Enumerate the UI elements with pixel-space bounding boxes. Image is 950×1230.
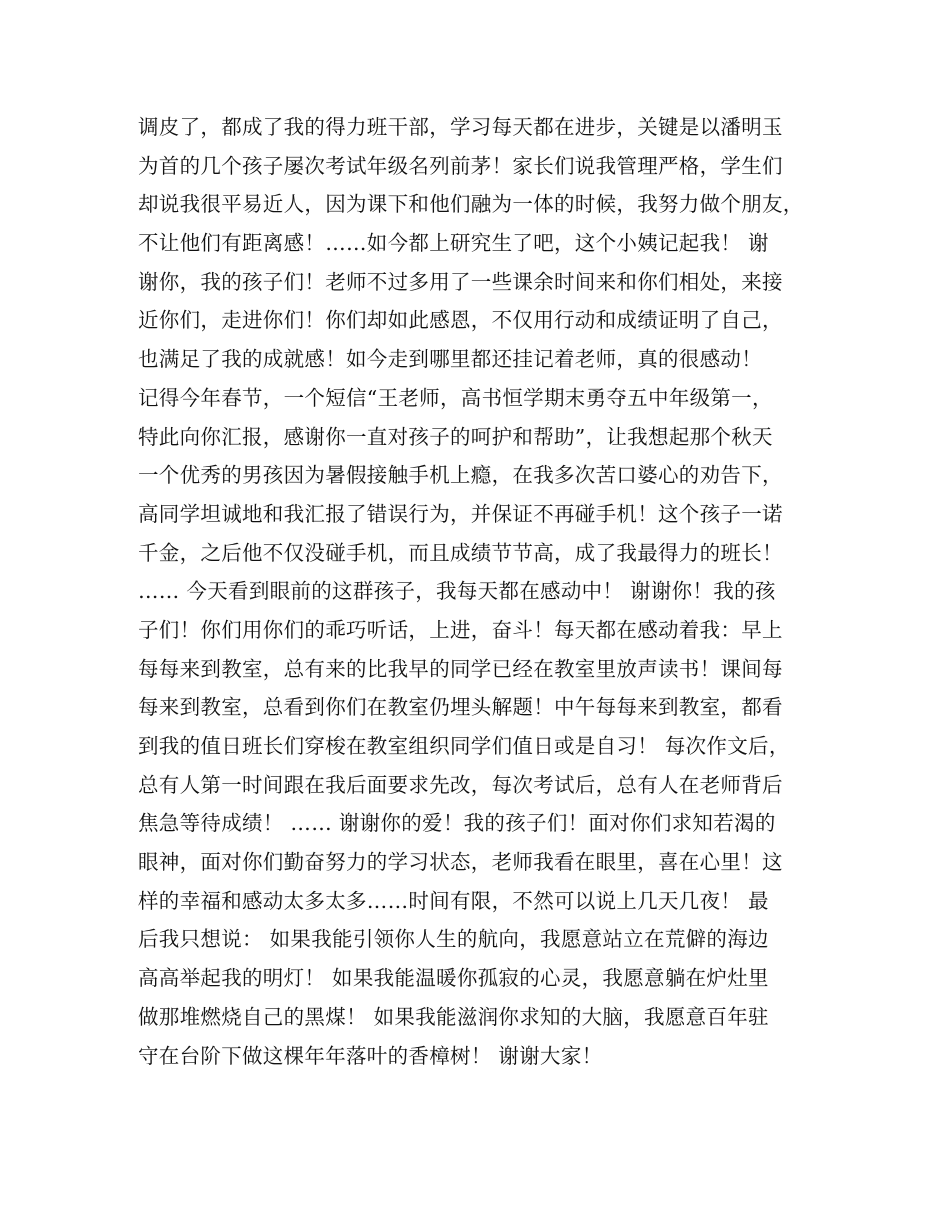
text-line: …… 今天看到眼前的这群孩子，我每天都在感动中！ 谢谢你！我的孩 [138,579,776,604]
text-line: 到我的值日班长们穿梭在教室组织同学们值日或是自习！ 每次作文后， [138,734,790,758]
text-line: 总有人第一时间跟在我后面要求先改，每次考试后，总有人在老师背后 [138,772,783,797]
text-line: 每每来到教室，总有来的比我早的同学已经在教室里放声读书！课间每 [138,656,783,681]
text-line: 守在台阶下做这棵年年落叶的香樟树！ 谢谢大家！ [138,1043,603,1068]
text-line: 一个优秀的男孩因为暑假接触手机上瘾，在我多次苦口婆心的劝告下， [138,463,783,488]
text-line: 每来到教室，总看到你们在教室仍埋头解题！中午每每来到教室，都看 [138,695,783,720]
text-line: 不让他们有距离感！……如今都上研究生了吧，这个小姨记起我！ 谢 [138,231,769,256]
text-line: 千金，之后他不仅没碰手机，而且成绩节节高，成了我最得力的班长！ [138,540,783,565]
text-line: 焦急等待成绩！ …… 谢谢你的爱！我的孩子们！面对你们求知若渴的 [138,811,776,836]
text-line: 特此向你汇报，感谢你一直对孩子的呵护和帮助”，让我想起那个秋天 [138,424,773,449]
text-line: 样的幸福和感动太多太多……时间有限，不然可以说上几天几夜！ 最 [138,888,769,913]
text-line: 谢你，我的孩子们！老师不过多用了一些课余时间来和你们相处，来接 [138,269,783,294]
text-line: 做那堆燃烧自己的黑煤！ 如果我能滋润你求知的大脑，我愿意百年驻 [138,1004,769,1029]
text-line: 却说我很平易近人，因为课下和他们融为一体的时候，我努力做个朋友， [138,192,804,217]
text-line: 为首的几个孩子屡次考试年级名列前茅！家长们说我管理严格，学生们 [138,153,783,178]
text-line: 高高举起我的明灯！ 如果我能温暖你孤寂的心灵，我愿意躺在炉灶里 [138,966,769,991]
text-line: 调皮了，都成了我的得力班干部，学习每天都在进步，关键是以潘明玉 [138,115,783,139]
speech-text-body [138,108,838,1075]
text-line: 子们！你们用你们的乖巧听话，上进，奋斗！每天都在感动着我：早上 [138,617,783,642]
text-line: 近你们，走进你们！你们却如此感恩，不仅用行动和成绩证明了自己， [138,308,783,333]
text-line: 高同学坦诚地和我汇报了错误行为，并保证不再碰手机！这个孩子一诺 [138,501,783,526]
text-line: 眼神，面对你们勤奋努力的学习状态，老师我看在眼里，喜在心里！这 [138,850,783,875]
text-line: 记得今年春节，一个短信“王老师，高书恒学期末勇夺五中年级第一， [138,385,773,410]
text-line: 后我只想说： 如果我能引领你人生的航向，我愿意站立在荒僻的海边 [138,927,769,952]
text-line: 也满足了我的成就感！如今走到哪里都还挂记着老师，真的很感动！ [138,347,762,372]
